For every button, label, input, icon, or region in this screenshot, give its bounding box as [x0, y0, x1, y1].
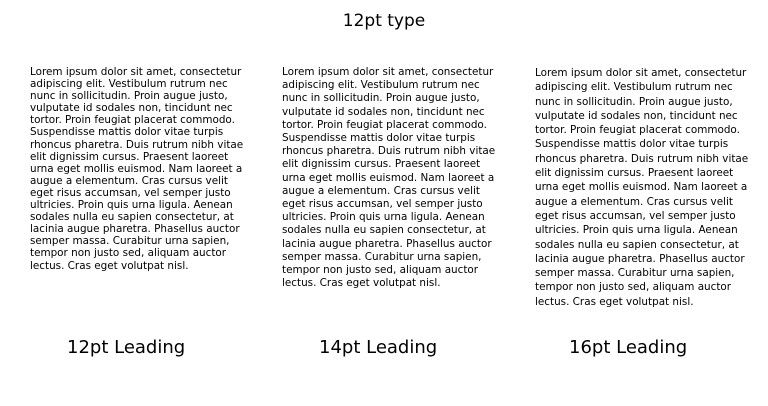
text-line: sodales nulla eu sapien consectetur, at — [30, 211, 234, 224]
text-line: semper massa. Curabitur urna sapien, — [535, 267, 735, 280]
text-line: augue a elementum. Cras cursus velit — [282, 184, 480, 197]
text-line: urna eget mollis euismod. Nam laoreet a — [282, 171, 495, 184]
text-line: nunc in sollicitudin. Proin augue justo, — [30, 90, 228, 103]
text-line: semper massa. Curabitur urna sapien, — [282, 250, 482, 263]
text-line: eget risus accumsan, vel semper justo — [30, 186, 231, 199]
text-line: vulputate id sodales non, tincidunt nec — [282, 105, 485, 118]
page-title: 12pt type — [342, 11, 426, 31]
text-line: urna eget mollis euismod. Nam laoreet a — [535, 181, 748, 194]
text-line: tortor. Proin feugiat placerat commodo. — [535, 124, 740, 137]
text-line: ultricies. Proin quis urna ligula. Aenean — [282, 211, 485, 224]
text-line: elit dignissim cursus. Praesent laoreet — [30, 150, 229, 163]
text-line: elit dignissim cursus. Praesent laoreet — [535, 167, 734, 180]
text-block-14pt-leading — [282, 66, 496, 290]
text-line: rhoncus pharetra. Duis rutrum nibh vitae — [30, 138, 244, 151]
text-line: ultricies. Proin quis urna ligula. Aenean — [30, 199, 233, 212]
text-line: adipiscing elit. Vestibulum rutrum nec — [535, 81, 733, 94]
text-line: lacinia augue pharetra. Phasellus auctor — [282, 237, 492, 250]
text-line: semper massa. Curabitur urna sapien, — [30, 235, 230, 248]
text-line: lacinia augue pharetra. Phasellus auctor — [30, 223, 240, 236]
text-line: tempor non justo sed, aliquam auctor — [535, 281, 732, 294]
text-line: rhoncus pharetra. Duis rutrum nibh vitae — [535, 152, 749, 165]
text-block-16pt-leading — [535, 66, 749, 309]
text-line: tortor. Proin feugiat placerat commodo. — [30, 114, 235, 127]
text-line: tempor non justo sed, aliquam auctor — [282, 264, 479, 277]
caption-12pt-leading: 12pt Leading — [67, 337, 186, 358]
text-line: elit dignissim cursus. Praesent laoreet — [282, 158, 481, 171]
text-line: adipiscing elit. Vestibulum rutrum nec — [30, 78, 228, 91]
text-line: tortor. Proin feugiat placerat commodo. — [282, 118, 487, 131]
text-line: lectus. Cras eget volutpat nisl. — [535, 295, 694, 308]
text-line: Lorem ipsum dolor sit amet, consectetur — [282, 66, 494, 78]
caption-14pt-leading: 14pt Leading — [319, 337, 438, 358]
text-line: Lorem ipsum dolor sit amet, consectetur — [30, 66, 242, 78]
text-line: lectus. Cras eget volutpat nisl. — [30, 259, 189, 272]
text-line: rhoncus pharetra. Duis rutrum nibh vitae — [282, 145, 496, 158]
text-line: ultricies. Proin quis urna ligula. Aenean — [535, 224, 738, 237]
text-line: eget risus accumsan, vel semper justo — [282, 198, 483, 211]
text-block-12pt-leading — [30, 66, 244, 272]
text-line: vulputate id sodales non, tincidunt nec — [30, 102, 233, 115]
text-line: Suspendisse mattis dolor vitae turpis — [30, 126, 224, 139]
text-line: augue a elementum. Cras cursus velit — [535, 195, 733, 208]
text-line: nunc in sollicitudin. Proin augue justo, — [282, 92, 480, 105]
text-line: augue a elementum. Cras cursus velit — [30, 174, 228, 187]
text-line: Lorem ipsum dolor sit amet, consectetur — [535, 67, 747, 79]
text-line: vulputate id sodales non, tincidunt nec — [535, 109, 738, 122]
text-line: nunc in sollicitudin. Proin augue justo, — [535, 95, 733, 108]
text-line: Suspendisse mattis dolor vitae turpis — [282, 132, 476, 145]
text-line: lacinia augue pharetra. Phasellus auctor — [535, 252, 745, 265]
text-line: sodales nulla eu sapien consectetur, at — [535, 238, 739, 251]
text-line: urna eget mollis euismod. Nam laoreet a — [30, 162, 243, 175]
text-line: eget risus accumsan, vel semper justo — [535, 209, 736, 222]
text-line: tempor non justo sed, aliquam auctor — [30, 247, 227, 260]
text-line: Suspendisse mattis dolor vitae turpis — [535, 138, 729, 151]
text-line: adipiscing elit. Vestibulum rutrum nec — [282, 79, 480, 92]
caption-16pt-leading: 16pt Leading — [569, 337, 688, 358]
text-line: sodales nulla eu sapien consectetur, at — [282, 224, 486, 237]
text-line: lectus. Cras eget volutpat nisl. — [282, 277, 441, 290]
